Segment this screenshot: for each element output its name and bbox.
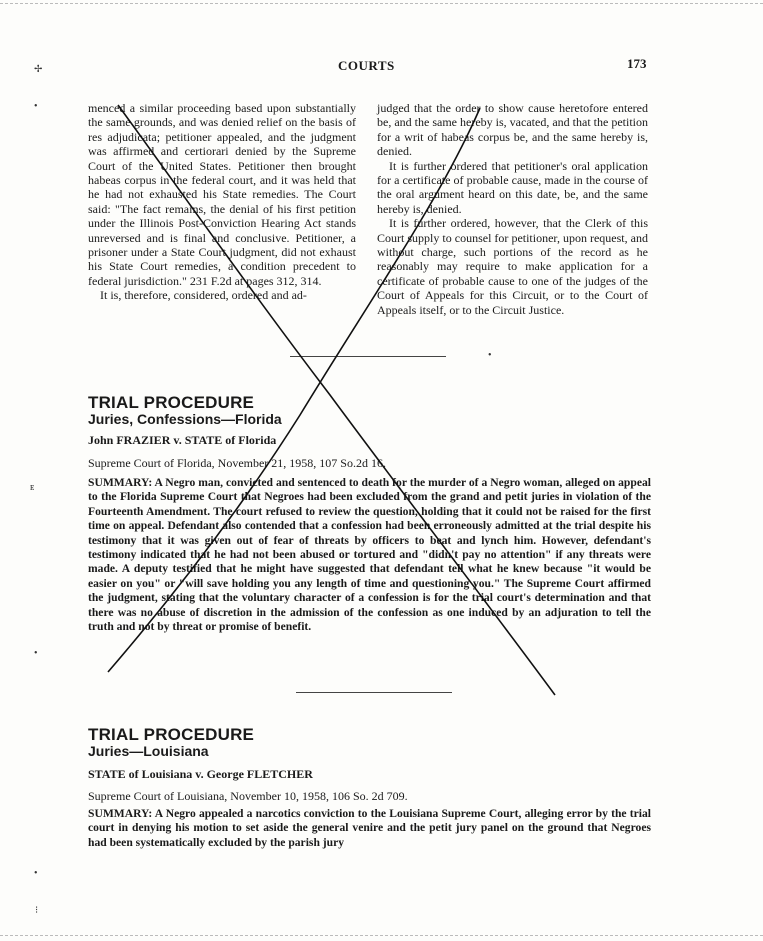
section-subtitle: Juries, Confessions—Florida [88, 411, 282, 427]
bottom-edge-dashes [0, 935, 763, 936]
section-subtitle: Juries—Louisiana [88, 743, 209, 759]
paragraph: It is further ordered that petitioner's oral application for a certificate of probable cause, made in the course of the oral argument heard on this date, be, and the same hereby is, denied. [377, 158, 648, 216]
running-header-title: COURTS [338, 58, 395, 73]
margin-mark: ᴇ [30, 482, 35, 493]
margin-mark: ⁝ [35, 905, 39, 916]
paragraph: menced a similar proceeding based upon substantially the same grounds, and was denied relief on the basis of res adjudicata; petitioner appealed, and the judgment was affirmed and certiorari denied by the Supreme Court of the United States. Petitioner then brought habeas corpus in the federal court, and it was held that he had not exhausted his State remedies. The Court said: "The fact remains, the denial of his first petition under the Illinois Post-Conviction Hearing Act stands unreversed and is final and conclusive. Petitioner, a prisoner under a State Court judgment, did not exhaust his State Court remedies, a condition precedent to federal jurisdiction." 231 F.2d at pages 312, 314. [88, 101, 356, 288]
margin-mark: • [34, 868, 38, 879]
margin-mark: ✢ [34, 64, 43, 75]
section-title: TRIAL PROCEDURE [88, 393, 255, 412]
section-title: TRIAL PROCEDURE [88, 725, 255, 744]
summary-text: SUMMARY: A Negro appealed a narcotics conviction to the Louisiana Supreme Court, alleging error by the trial court in denying his motion to set aside the general venire and the petit jury panel on the ground that Negroes had been systematically excluded by the parish jury [88, 807, 651, 849]
paragraph: judged that the order to show cause heretofore entered be, and the same hereby is, vacated, and that the petition for a writ of habeas corpus be, and the same hereby is, denied. [377, 101, 648, 159]
page-number: 173 [627, 56, 647, 71]
margin-mark: • [488, 350, 492, 361]
court-citation: Supreme Court of Louisiana, November 10, 1958, 106 So. 2d 709. [88, 789, 408, 803]
paragraph: It is further ordered, however, that the Clerk of this Court supply to counsel for petitioner, upon request, and without charge, such portions of the record as he reasonably may require to make application for a certificate of probable cause to one of the judges of the Court of Appeals for this Circuit, or to the Court of Appeals itself, or to the Circuit Justice. [377, 216, 648, 317]
case-name: John FRAZIER v. STATE of Florida [88, 433, 277, 447]
margin-mark: • [34, 648, 38, 659]
court-citation: Supreme Court of Florida, November 21, 1958, 107 So.2d 16. [88, 456, 386, 470]
case-name: STATE of Louisiana v. George FLETCHER [88, 767, 313, 781]
margin-mark: • [34, 101, 38, 112]
summary-text: SUMMARY: A Negro man, convicted and sentenced to death for the murder of a Negro woman, alleged on appeal to the Florida Supreme Court that Negroes had been excluded from the grand and petit juries in violation of the Fourteenth Amendment. The court refused to review the question, holding that it could not be raised for the first time on appeal. Defendant also contended that a confession had been erroneously admitted at the trial despite his testimony that it was given out of fear of threats by officers to beat and lynch him. However, defendant's testimony indicated that he had not been abused or tortured and "didn't pay no attention" if any threats were made. A deputy testified that he might have suggested that defendant tell what he knew because "it would be easier on you" or "will save holding you any length of time and questioning you." The Supreme Court affirmed the judgment, stating that the voluntary character of a confession is for the trial court's determination and that there was no abuse of discretion in the admission of the confession as one induced by an adjuration to tell the truth and not by threat or promise of benefit. [88, 476, 651, 634]
paragraph: It is, therefore, considered, ordered and ad- [100, 288, 307, 303]
